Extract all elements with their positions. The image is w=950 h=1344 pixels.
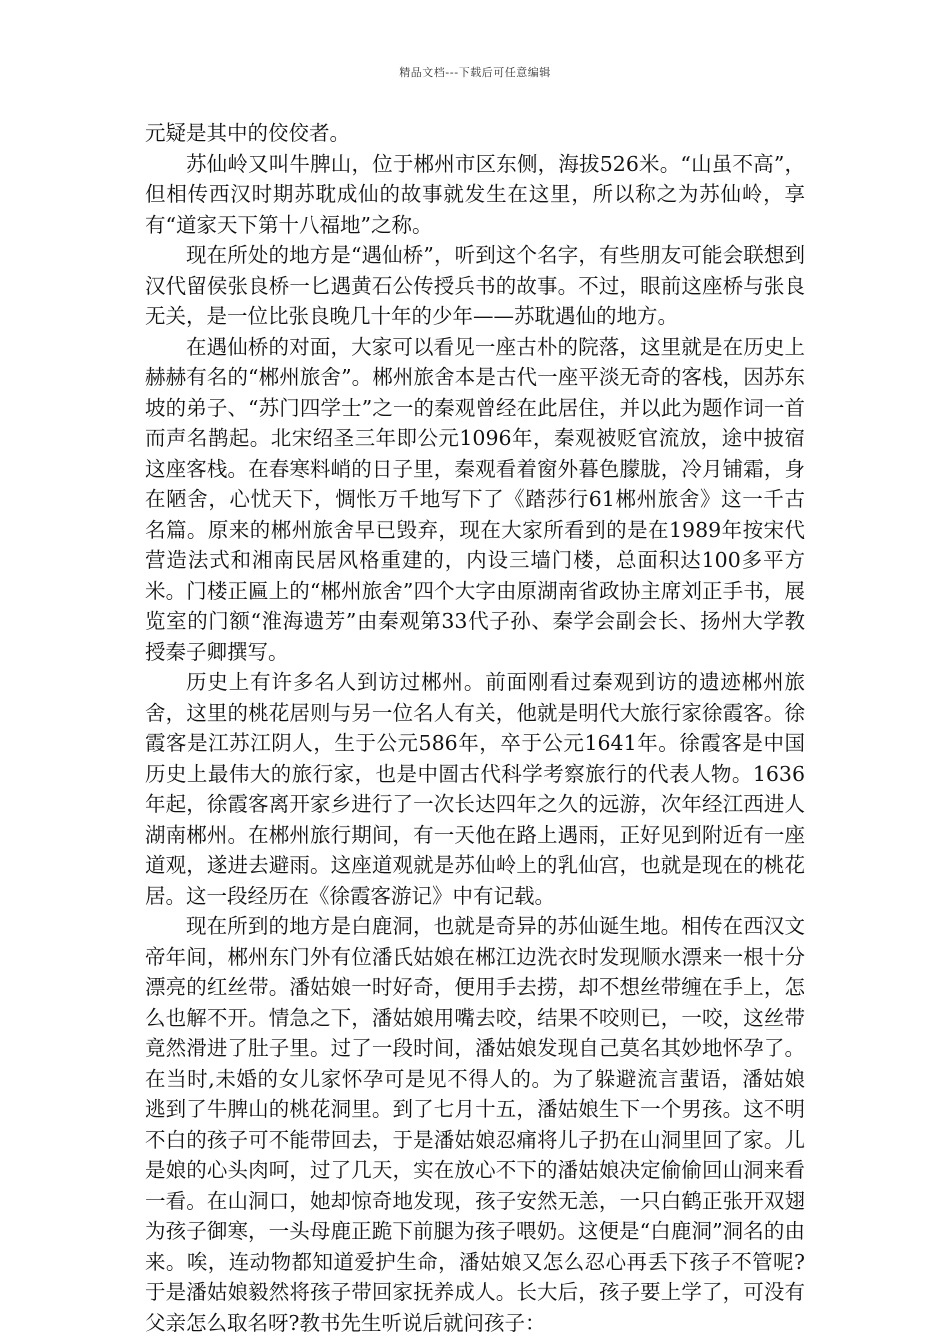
paragraph-xu-xiake: 历史上有许多名人到访过郴州。前面刚看过秦观到访的遗迹郴州旅舍，这里的桃花居则与另一位名人有关，他就是明代大旅行家徐霞客。徐霞客是江苏江阴人，生于公元586年，卒于公元1641年。徐霞客是中国历史上最伟大的旅行家，也是中圄古代科学考察旅行的代表人物。1636年起，徐霞客离开家乡进行了一次长达四年之久的远游，次年经江西进人湖南郴州。在郴州旅行期间，有一天他在路上遇雨，正好见到附近有一座道观，遂进去避雨。这座道观就是苏仙岭上的乳仙宫，也就是现在的桃花居。这一段经历在《徐霞客游记》中有记载。 xyxy=(145,670,805,908)
paragraph-suxianling: 苏仙岭又叫牛脾山，位于郴州市区东侧，海拔526米。“山虽不高”，但相传西汉时期苏耽成仙的故事就发生在这里，所以称之为苏仙岭，享有“道家天下第十八福地”之称。 xyxy=(145,151,805,237)
paragraph-continuation: 元疑是其中的佼佼者。 xyxy=(145,121,350,145)
page-header: 精品文档---下载后可任意编辑 xyxy=(399,66,551,79)
document-body xyxy=(145,118,805,1338)
paragraph-yuxianqiao: 现在所处的地方是“遇仙桥”，听到这个名字，有些朋友可能会联想到汉代留侯张良桥一匕遇黄石公传授兵书的故事。不过，眼前这座桥与张良无关，是一位比张良晚几十年的少年——苏耽遇仙的地方。 xyxy=(145,243,805,328)
paragraph-chenzhou-inn: 在遇仙桥的对面，大家可以看见一座古朴的院落，这里就是在历史上赫赫有名的“郴州旅舍”。郴州旅舍本是古代一座平淡无奇的客栈，因苏东坡的弟子、“苏门四学士”之一的秦观曾经在此居住，并以此为题作词一首而声名鹊起。北宋绍圣三年即公元1096年，秦观被贬官流放，途中披宿这座客栈。在春寒料峭的日子里，秦观看着窗外暮色朦胧，冷月铺霜，身在陋舍，心忧天下，惆怅万千地写下了《踏莎行61郴州旅舍》这一千古名篇。原来的郴州旅舍早已毁弃，现在大家所看到的是在1989年按宋代营造法式和湘南民居风格重建的，内设三墙门楼，总面积达100多平方米。门楼正匾上的“郴州旅舍”四个大字由原湖南省政协主席刘正手书，展览室的门额“淮海遗芳”由秦观第33代子孙、秦学会副会长、扬州大学教授秦子卿撰写。 xyxy=(145,334,805,664)
paragraph-bailudong: 现在所到的地方是白鹿洞，也就是奇异的苏仙诞生地。相传在西汉文帝年间，郴州东门外有位潘氏姑娘在郴江边洗衣时发现顺水漂来一根十分漂亮的红丝带。潘姑娘一时好奇，便用手去捞，却不想丝带缠在手上，怎么也解不开。情急之下，潘姑娘用嘴去咬，结果不咬则已，一咬，这丝带竟然滑进了肚子里。过了一段时间，潘姑娘发现自己莫名其妙地怀孕了。在当时,未婚的女儿家怀孕可是见不得人的。为了躲避流言蜚语，潘姑娘逃到了牛脾山的桃花洞里。到了七月十五，潘姑娘生下一个男孩。这不明不白的孩子可不能带回去，于是潘姑娘忍痛将儿子扔在山洞里回了家。儿是娘的心头肉呵，过了几天，实在放心不下的潘姑娘决定偷偷回山洞来看一看。在山洞口，她却惊奇地发现，孩子安然无恙，一只白鹤正张开双翅为孩子御寒，一头母鹿正跪下前腿为孩子喂奶。这便是“白鹿洞”洞名的由来。唉，连动物都知道爱护生命，潘姑娘又怎么忍心再丢下孩子不管呢?于是潘姑娘毅然将孩子带回家抚养成人。长大后，孩子要上学了，可没有父亲怎么取名呀?教书先生听说后就问孩子： xyxy=(145,914,805,1335)
